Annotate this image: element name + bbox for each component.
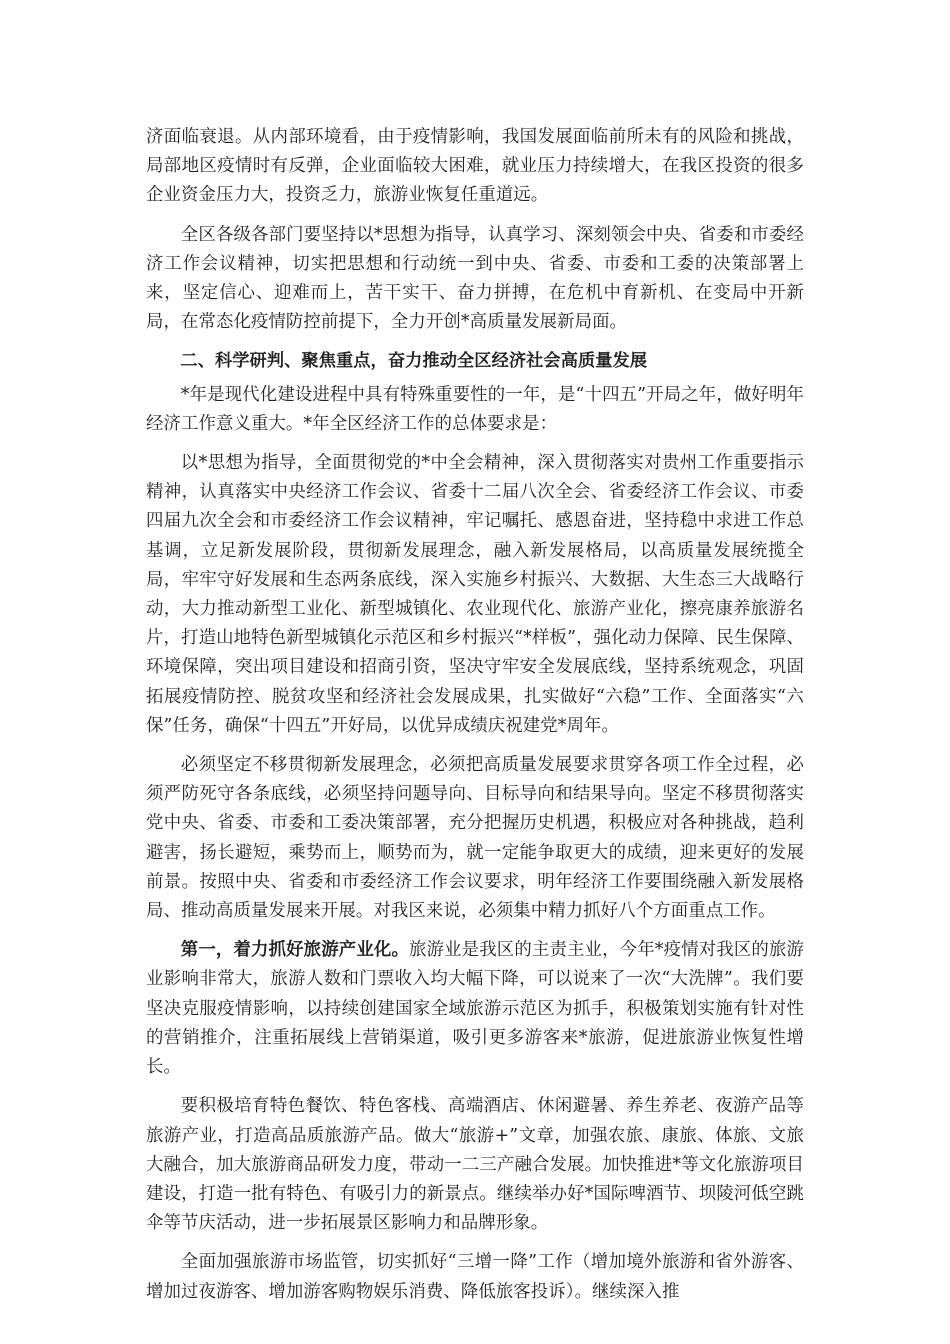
paragraph-continuation: 济面临衰退。从内部环境看，由于疫情影响，我国发展面临前所未有的风险和挑战，局部地区疫情时有反弹，企业面临较大困难，就业压力持续增大，在我区投资的很多企业资金压力大，投资乏力，旅游业恢复任重道远。 xyxy=(146,127,804,206)
paragraph-market-supervision: 全面加强旅游市场监管，切实抓好“三增一降”工作（增加境外旅游和省外游客、增加过夜游客、增加游客购物娱乐消费、降低旅客投诉）。继续深入推 xyxy=(146,1252,804,1302)
paragraph-lead-body: 旅游业是我区的主责主业，今年*疫情对我区的旅游业影响非常大，旅游人数和门票收入均大幅下降，可以说来了一次“大洗牌”。我们要坚决克服疫情影响，以持续创建国家全域旅游示范区为抓手，积极策划实施有针对性的营销推介，注重拓展线上营销渠道，吸引更多游客来*旅游，促进旅游业恢复性增长。 xyxy=(146,940,805,1078)
section-heading-2: 二、科学研判、聚焦重点，奋力推动全区经济社会高质量发展 xyxy=(180,351,648,372)
paragraph-tourism-industrialization xyxy=(146,936,804,1082)
document-page xyxy=(146,123,804,1317)
paragraph-unify-thinking: 全区各级各部门要坚持以*思想为指导，认真学习、深刻领会中央、省委和市委经济工作会议精神，切实把思想和行动统一到中央、省委、市委和工委的决策部署上来，坚定信心、迎难而上，苦干实干、奋力拼搏，在危机中育新机、在变局中开新局，在常态化疫情防控前提下，全力开创*高质量发展新局面。 xyxy=(146,224,804,333)
paragraph-tourism-products: 要积极培育特色餐饮、特色客栈、高端酒店、休闲避暑、养生养老、夜游产品等旅游产业，打造高品质旅游产品。做大“旅游+”文章，加强农旅、康旅、体旅、文旅大融合，加大旅游商品研发力度，带动一二三产融合发展。加快推进*等文化旅游项目建设，打造一批有特色、有吸引力的新景点。继续举办好*国际啤酒节、坝陵河低空跳伞等节庆活动，进一步拓展景区影响力和品牌形象。 xyxy=(146,1096,804,1234)
paragraph-year-overview: *年是现代化建设进程中具有特殊重要性的一年，是“十四五”开局之年，做好明年经济工作意义重大。*年全区经济工作的总体要求是： xyxy=(146,384,804,434)
paragraph-lead-first: 第一，着力抓好旅游产业化。 xyxy=(180,940,410,961)
paragraph-new-development-concept: 必须坚定不移贯彻新发展理念，必须把高质量发展要求贯穿各项工作全过程，必须严防死守各条底线，必须坚持问题导向、目标导向和结果导向。坚定不移贯彻落实党中央、省委、市委和工委决策部署，充分把握历史机遇，积极应对各种挑战，趋利避害，扬长避短，乘势而上，顺势而为，就一定能争取更大的成绩，迎来更好的发展前景。按照中央、省委和市委经济工作会议要求，明年经济工作要围绕融入新发展格局、推动高质量发展来开展。对我区来说，必须集中精力抓好八个方面重点工作。 xyxy=(146,755,804,922)
paragraph-general-requirements: 以*思想为指导，全面贯彻党的*中全会精神，深入贯彻落实对贵州工作重要指示精神，认真落实中央经济工作会议、省委十二届八次全会、省委经济工作会议、市委四届九次全会和市委经济工作会议精神，牢记嘱托、感恩奋进，坚持稳中求进工作总基调，立足新发展阶段，贯彻新发展理念，融入新发展格局，以高质量发展统揽全局，牢牢守好发展和生态两条底线，深入实施乡村振兴、大数据、大生态三大战略行动，大力推动新型工业化、新型城镇化、农业现代化、旅游产业化，擦亮康养旅游名片，打造山地特色新型城镇化示范区和乡村振兴“*样板”，强化动力保障、民生保障、环境保障，突出项目建设和招商引资，坚决守牢安全发展底线，坚持系统观念，巩固拓展疫情防控、脱贫攻坚和经济社会发展成果，扎实做好“六稳”工作、全面落实“六保”任务，确保“十四五”开好局，以优异成绩庆祝建党*周年。 xyxy=(146,453,804,736)
